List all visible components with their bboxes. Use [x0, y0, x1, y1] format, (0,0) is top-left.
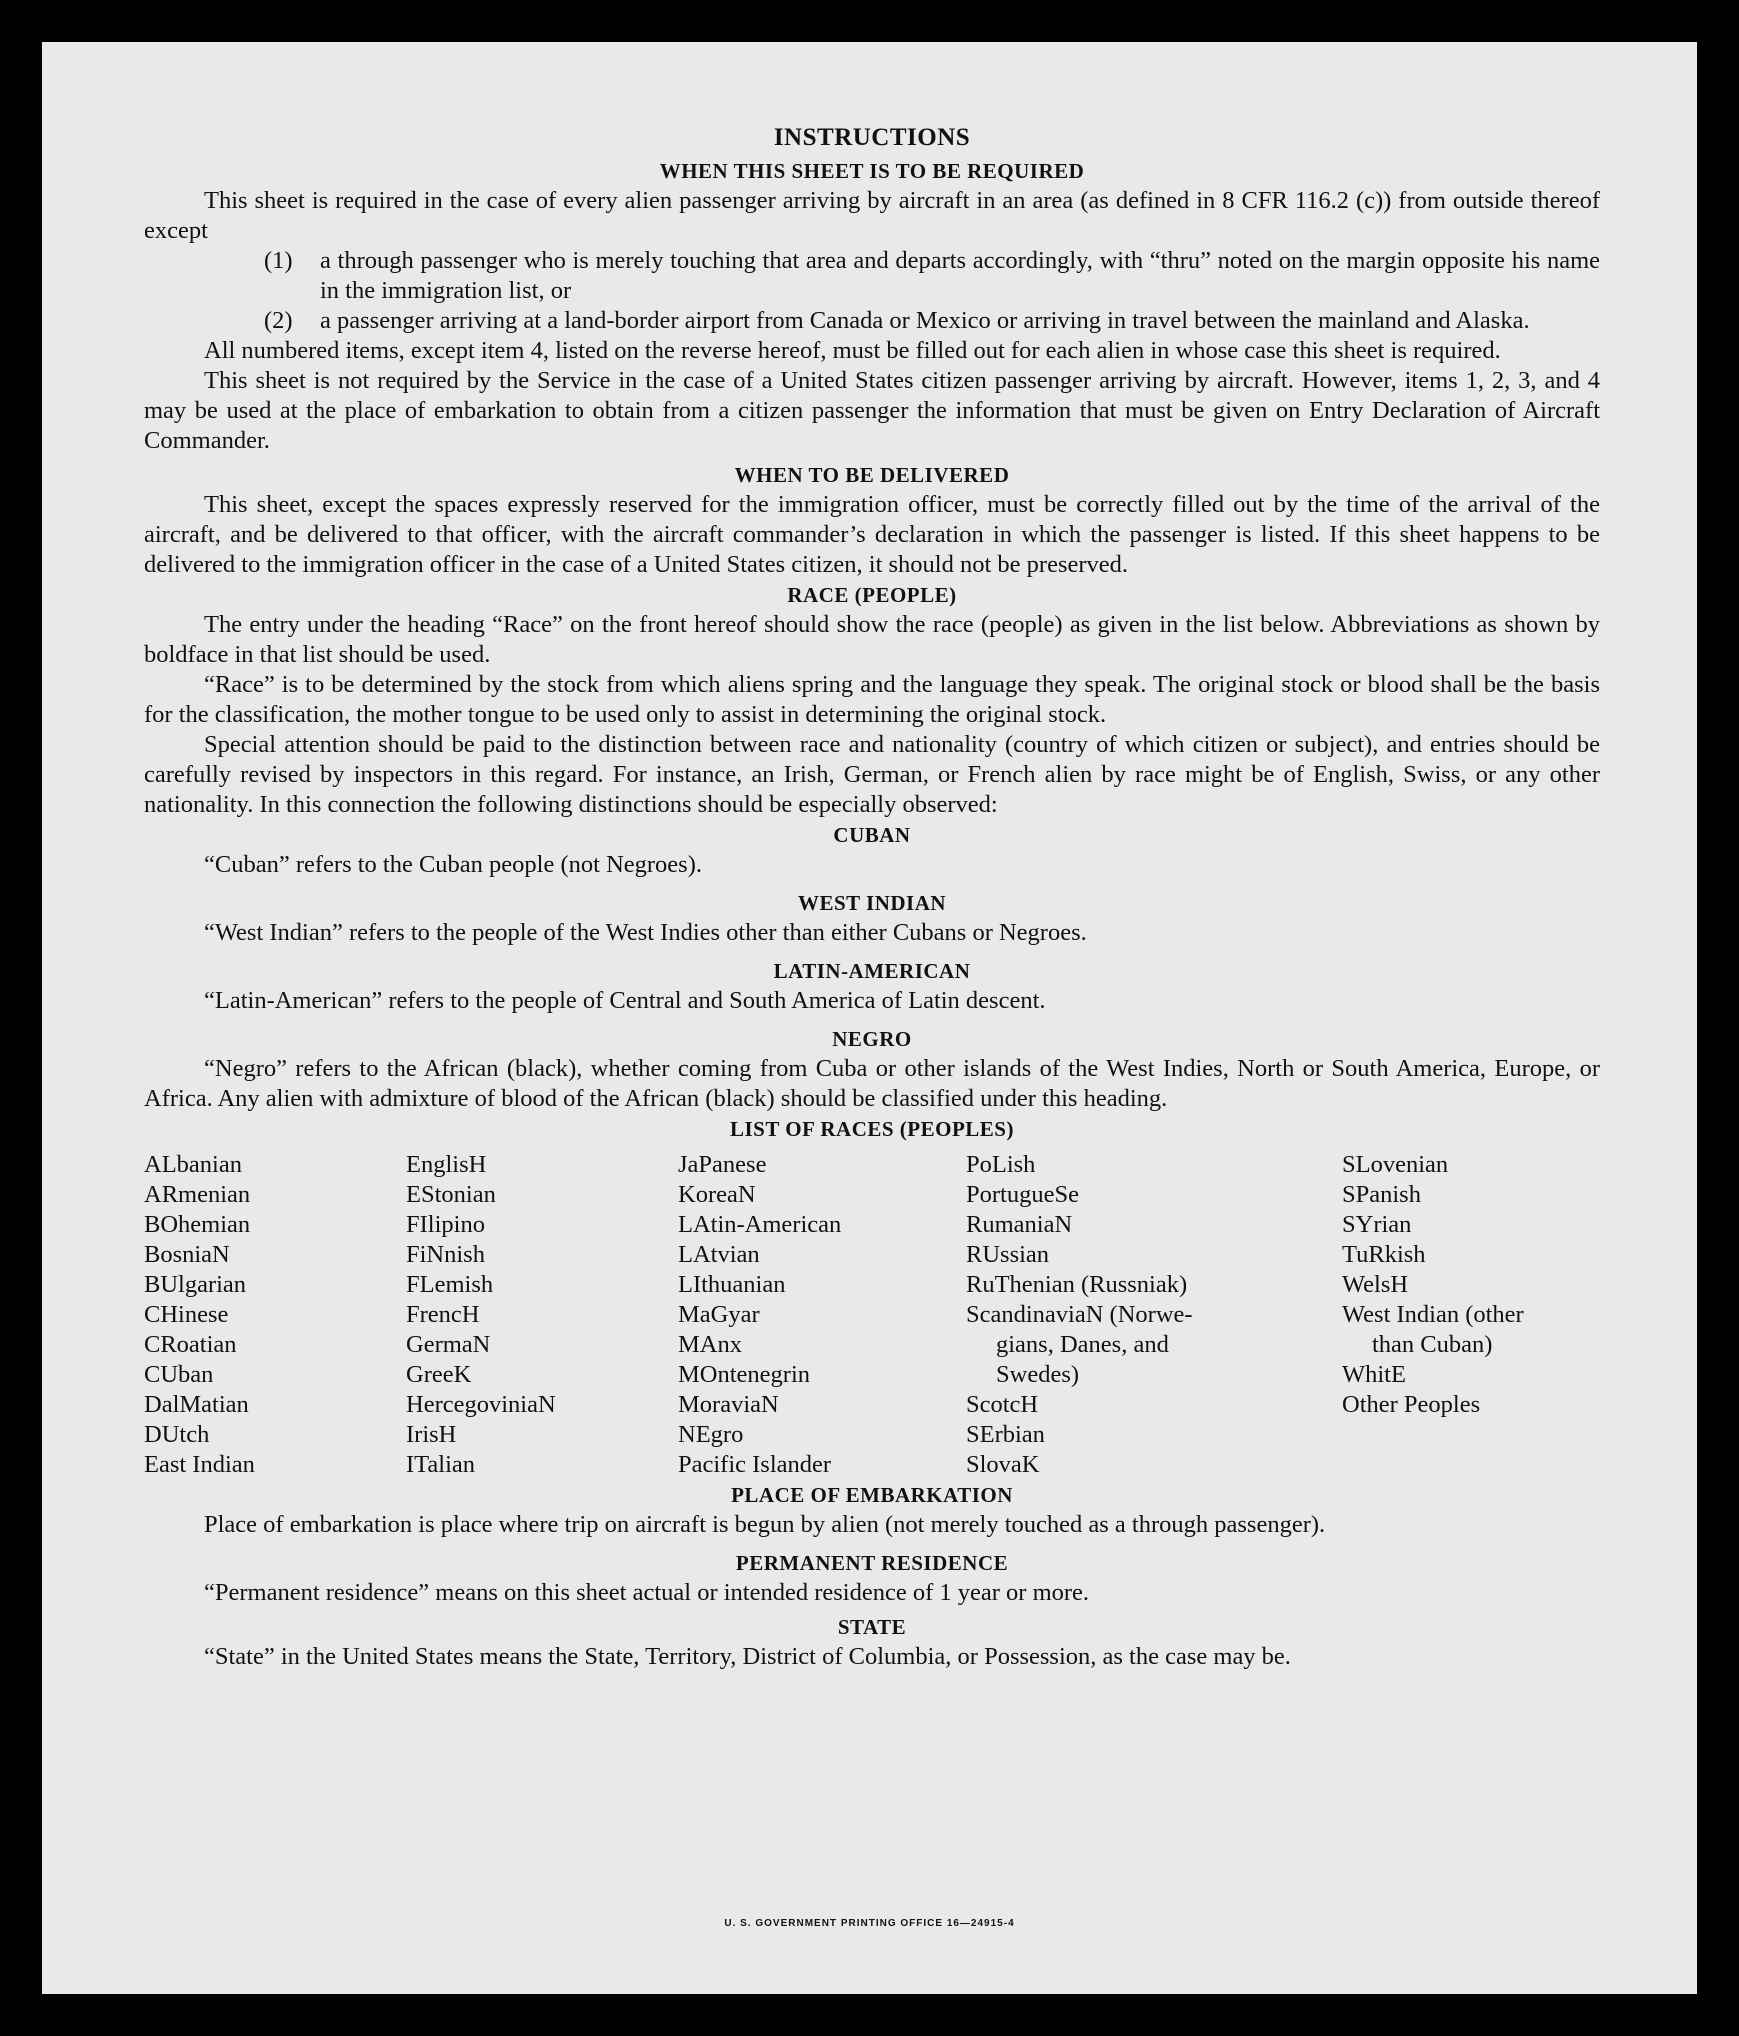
race-entry: LIthuanian — [678, 1271, 786, 1298]
race-entry: Pacific Islander — [678, 1451, 832, 1478]
heading-state: STATE — [837, 1615, 907, 1639]
races-column-4 — [966, 1150, 1342, 1480]
race-entry: TuRkish — [1342, 1241, 1426, 1268]
race-entry: WhitE — [1342, 1361, 1406, 1388]
race-entry: FrencH — [406, 1301, 480, 1328]
race-entry: MAnx — [678, 1331, 742, 1358]
races-list — [144, 1150, 1600, 1480]
exception-item-2-number: (2) — [264, 307, 293, 334]
race-para2: “Race” is to be determined by the stock from which aliens spring and the language they speak. The original stock or blood shall be the basis for the classification, the mother tongue to be used only to assist in determining the original stock. — [144, 671, 1600, 728]
race-entry: West Indian (other — [1342, 1301, 1524, 1328]
race-entry-continued: Swedes) — [996, 1361, 1080, 1388]
heading-west-indian: WEST INDIAN — [797, 891, 947, 915]
race-entry: SlovaK — [966, 1451, 1040, 1478]
race-entry: LAtin-American — [678, 1211, 842, 1238]
race-entry: DalMatian — [144, 1391, 249, 1418]
instructions-content — [144, 120, 1600, 1672]
race-entry: East Indian — [144, 1451, 255, 1478]
race-entry: MoraviaN — [678, 1391, 779, 1418]
when-required-para3: This sheet is not required by the Service in the case of a United States citizen passenger arriving by aircraft. However, items 1, 2, 3, and 4 may be used at the place of embarkation to obtain from a citizen passenger the information that must be given on Entry Declaration of Aircraft Commander. — [144, 367, 1600, 454]
exception-item-1-text: a through passenger who is merely touching that area and departs accordingly, with “thru” noted on the margin opposite his name in the immigration list, or — [320, 247, 1600, 304]
cuban-para: “Cuban” refers to the Cuban people (not Negroes). — [204, 851, 702, 878]
race-entry: HercegoviniaN — [406, 1391, 556, 1418]
race-entry: SLovenian — [1342, 1151, 1449, 1178]
race-entry: FIlipino — [406, 1211, 485, 1238]
heading-cuban: CUBAN — [833, 823, 911, 847]
heading-latin-american: LATIN-AMERICAN — [773, 959, 971, 983]
heading-race: RACE (PEOPLE) — [787, 583, 957, 607]
exception-item-1 — [144, 246, 1600, 306]
race-entry: NEgro — [678, 1421, 744, 1448]
race-entry: BUlgarian — [144, 1271, 247, 1298]
document-sheet — [42, 42, 1697, 1994]
when-required-para1: This sheet is required in the case of every alien passenger arriving by aircraft in an area (as defined in 8 CFR 116.2 (c)) from outside thereof except — [144, 187, 1600, 244]
race-entry: EStonian — [406, 1181, 496, 1208]
race-entry: SPanish — [1342, 1181, 1421, 1208]
race-entry: ITalian — [406, 1451, 476, 1478]
races-column-3 — [678, 1150, 966, 1480]
race-entry: CHinese — [144, 1301, 229, 1328]
race-entry: SErbian — [966, 1421, 1045, 1448]
race-para1: The entry under the heading “Race” on the front hereof should show the race (people) as given in the list below. Abbreviations as shown by boldface in that list should be used. — [144, 611, 1600, 668]
race-entry: JaPanese — [678, 1151, 767, 1178]
race-entry: DUtch — [144, 1421, 210, 1448]
race-entry: ALbanian — [144, 1151, 242, 1178]
race-entry: FLemish — [406, 1271, 494, 1298]
race-entry: MOntenegrin — [678, 1361, 810, 1388]
heading-permanent-residence: PERMANENT RESIDENCE — [735, 1551, 1009, 1575]
race-entry: ARmenian — [144, 1181, 251, 1208]
when-required-para2: All numbered items, except item 4, listed on the reverse hereof, must be filled out for each alien in whose case this sheet is required. — [204, 337, 1501, 364]
race-entry: RuThenian (Russniak) — [966, 1271, 1188, 1298]
exception-item-1-number: (1) — [264, 247, 293, 274]
heading-when-required: WHEN THIS SHEET IS TO BE REQUIRED — [659, 159, 1085, 183]
exception-item-2-text: a passenger arriving at a land-border airport from Canada or Mexico or arriving in travel between the mainland and Alaska. — [320, 307, 1530, 334]
race-entry: GreeK — [406, 1361, 472, 1388]
race-entry: IrisH — [406, 1421, 457, 1448]
latin-american-para: “Latin-American” refers to the people of Central and South America of Latin descent. — [204, 987, 1046, 1014]
race-entry: KoreaN — [678, 1181, 756, 1208]
race-entry: SYrian — [1342, 1211, 1412, 1238]
exception-item-2 — [144, 306, 1600, 336]
race-entry: MaGyar — [678, 1301, 760, 1328]
race-entry: RUssian — [966, 1241, 1050, 1268]
race-entry: PortugueSe — [966, 1181, 1079, 1208]
race-entry: PoLish — [966, 1151, 1036, 1178]
race-entry: BOhemian — [144, 1211, 251, 1238]
printer-imprint: U. S. GOVERNMENT PRINTING OFFICE 16—24915-4 — [724, 1918, 1015, 1929]
race-entry: ScandinaviaN (Norwe- — [966, 1301, 1193, 1328]
race-entry: ScotcH — [966, 1391, 1039, 1418]
race-para3: Special attention should be paid to the distinction between race and nationality (country of which citizen or subject), and entries should be carefully revised by inspectors in this regard. For instance, an Irish, German, or French alien by race might be of English, Swiss, or any other nationality. In this connection the following distinctions should be especially observed: — [144, 731, 1600, 818]
embarkation-para: Place of embarkation is place where trip on aircraft is begun by alien (not merely touched as a through passenger). — [204, 1511, 1326, 1538]
race-entry: GermaN — [406, 1331, 491, 1358]
race-entry-continued: gians, Danes, and — [996, 1331, 1169, 1358]
heading-list-of-races: LIST OF RACES (PEOPLES) — [730, 1117, 1014, 1141]
page-title: INSTRUCTIONS — [773, 124, 971, 151]
heading-when-delivered: WHEN TO BE DELIVERED — [734, 463, 1010, 487]
negro-para: “Negro” refers to the African (black), whether coming from Cuba or other islands of the West Indies, North or South America, Europe, or Africa. Any alien with admixture of blood of the African (black) should be classified under this heading. — [144, 1055, 1600, 1112]
race-entry: CUban — [144, 1361, 214, 1388]
heading-place-of-embarkation: PLACE OF EMBARKATION — [731, 1483, 1013, 1507]
state-para: “State” in the United States means the State, Territory, District of Columbia, or Possession, as the case may be. — [204, 1643, 1291, 1670]
race-entry: BosniaN — [144, 1241, 230, 1268]
west-indian-para: “West Indian” refers to the people of the West Indies other than either Cubans or Negroes. — [204, 919, 1087, 946]
races-column-2 — [406, 1150, 678, 1480]
race-entry-continued: than Cuban) — [1372, 1331, 1493, 1358]
race-entry: WelsH — [1342, 1271, 1409, 1298]
race-entry: CRoatian — [144, 1331, 237, 1358]
race-entry: LAtvian — [678, 1241, 760, 1268]
residence-para: “Permanent residence” means on this sheet actual or intended residence of 1 year or more. — [204, 1579, 1090, 1606]
races-column-5 — [1342, 1150, 1600, 1480]
race-entry: FiNnish — [406, 1241, 485, 1268]
race-entry: RumaniaN — [966, 1211, 1073, 1238]
race-entry: EnglisH — [406, 1151, 487, 1178]
race-entry: Other Peoples — [1342, 1391, 1481, 1418]
races-column-1 — [144, 1150, 406, 1480]
when-delivered-para: This sheet, except the spaces expressly reserved for the immigration officer, must be correctly filled out by the time of the arrival of the aircraft, and be delivered to that officer, with the aircraft commander’s declaration in which the passenger is listed. If this sheet happens to be delivered to the immigration officer in the case of a United States citizen, it should not be preserved. — [144, 491, 1600, 578]
heading-negro: NEGRO — [832, 1027, 912, 1051]
